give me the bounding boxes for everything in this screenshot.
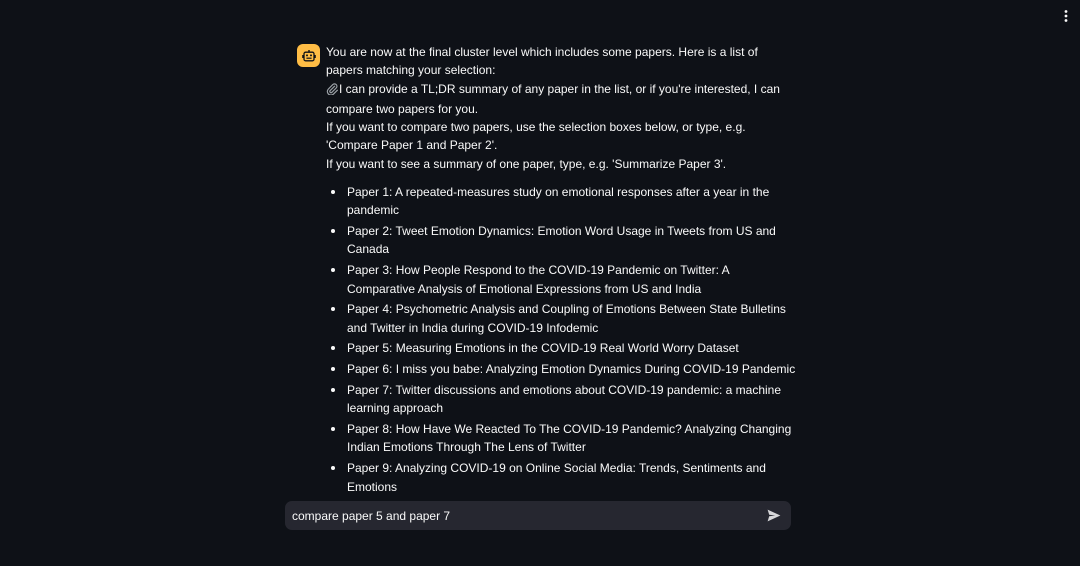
list-item: Paper 4: Psychometric Analysis and Coupling of Emotions Between State Bulletins and Twitter in India during COVID-19 Infodemic: [347, 300, 796, 337]
list-item: Paper 9: Analyzing COVID-19 on Online Social Media: Trends, Sentiments and Emotions: [347, 459, 796, 496]
paper-list: [326, 183, 796, 535]
list-item: Paper 2: Tweet Emotion Dynamics: Emotion Word Usage in Tweets from US and Canada: [347, 222, 796, 259]
list-item: Paper 3: How People Respond to the COVID-19 Pandemic on Twitter: A Comparative Analysis of Emotional Expressions from US and India: [347, 261, 796, 298]
main-menu-button[interactable]: [1056, 6, 1076, 26]
send-icon: [767, 509, 781, 522]
bot-icon: [302, 50, 316, 62]
assistant-chat-message: [297, 43, 797, 537]
chat-input[interactable]: [285, 501, 760, 530]
list-item: Paper 1: A repeated-measures study on emotional responses after a year in the pandemic: [347, 183, 796, 220]
tldr-text: I can provide a TL;DR summary of any paper in the list, or if you're interested, I can compare two papers for you.: [326, 81, 780, 116]
list-item: Paper 8: How Have We Reacted To The COVID-19 Pandemic? Analyzing Changing Indian Emotions Through The Lens of Twitter: [347, 420, 796, 457]
summary-hint-text: If you want to see a summary of one paper, type, e.g. 'Summarize Paper 3'.: [326, 156, 727, 171]
compare-hint-text: If you want to compare two papers, use the selection boxes below, or type, e.g. 'Compare Paper 1 and Paper 2'.: [326, 120, 746, 153]
tldr-line: [326, 80, 796, 119]
send-button[interactable]: [760, 501, 788, 530]
vertical-ellipsis-icon: [1064, 10, 1068, 22]
message-body: [326, 43, 796, 537]
list-item: Paper 7: Twitter discussions and emotions about COVID-19 pandemic: a machine learning approach: [347, 381, 796, 418]
chat-input-bar: [285, 501, 791, 530]
intro-text: You are now at the final cluster level which includes some papers. Here is a list of papers matching your selection:: [326, 45, 758, 78]
paperclip-icon: [326, 82, 338, 100]
assistant-avatar: [297, 44, 320, 67]
list-item: Paper 5: Measuring Emotions in the COVID-19 Real World Worry Dataset: [347, 339, 796, 357]
list-item: Paper 6: I miss you babe: Analyzing Emotion Dynamics During COVID-19 Pandemic: [347, 360, 796, 378]
